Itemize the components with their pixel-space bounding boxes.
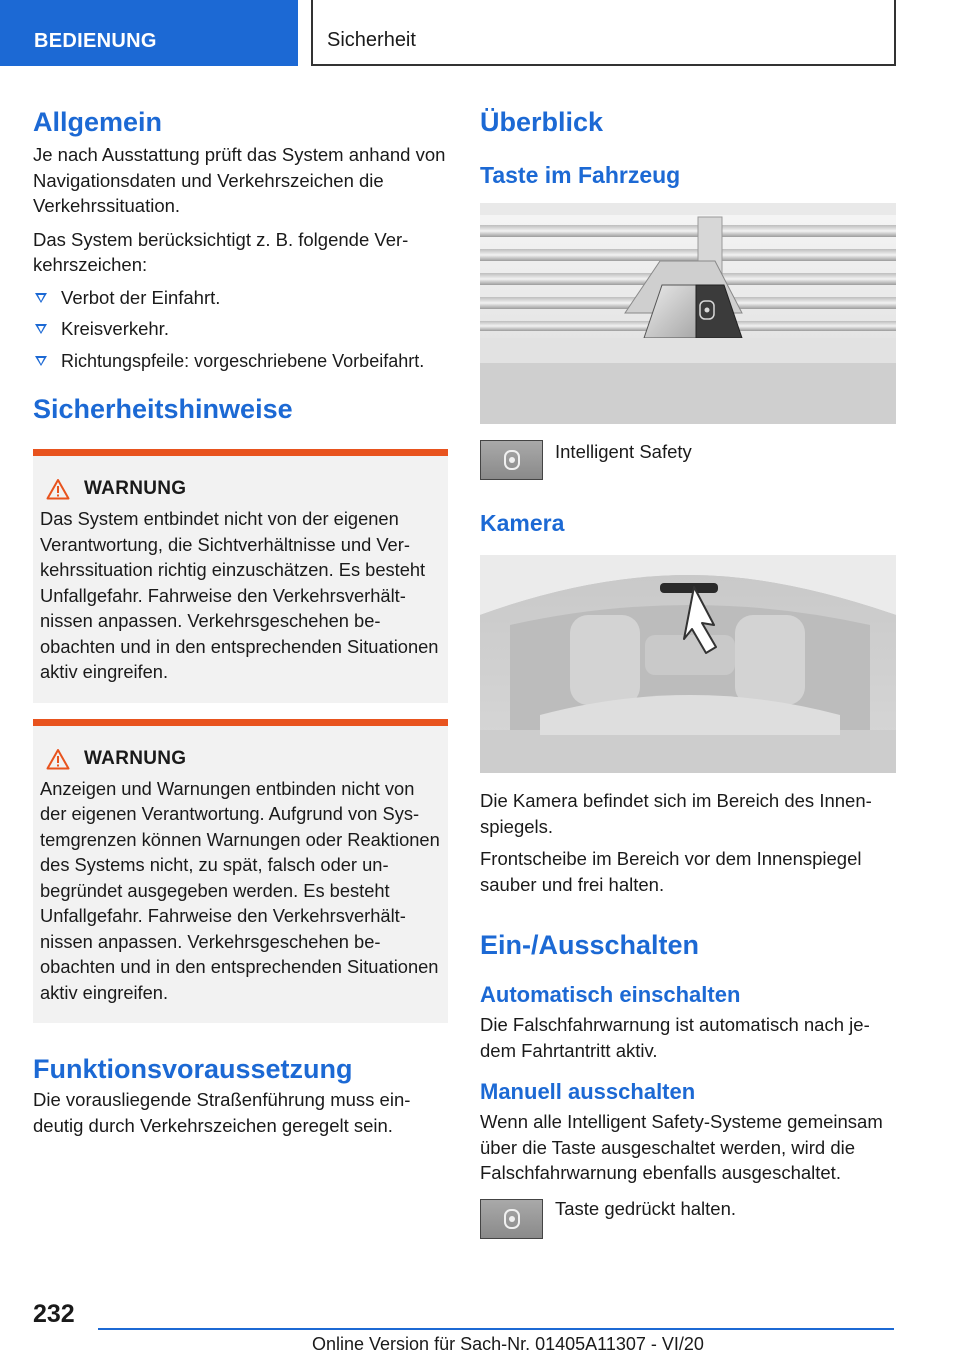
- allgemein-paragraph-1: Je nach Ausstattung prüft das System anhand von Navigationsdaten und Verkehrszeichen die Verkehrssituation.: [33, 144, 446, 216]
- list-item: Verbot der Einfahrt.: [33, 285, 448, 311]
- chapter-title: Sicherheit: [311, 0, 896, 66]
- heading-manuell-ausschalten: Manuell ausschalten: [480, 1079, 696, 1104]
- left-column: [33, 100, 448, 1138]
- heading-kamera: Kamera: [480, 510, 565, 536]
- funktion-paragraph: Die vorausliegende Straßenführung muss eindeutig durch Verkehrszeichen geregelt sein.: [33, 1089, 411, 1136]
- warning-box-2: [33, 719, 448, 1024]
- heading-ueberblick: Überblick: [480, 107, 604, 137]
- button-label: Intelligent Safety: [555, 441, 692, 462]
- camera-photo: [480, 555, 896, 773]
- heading-sicherheitshinweise: Sicherheitshinweise: [33, 394, 293, 424]
- footer-divider: [98, 1328, 894, 1330]
- warning-label: WARNUNG: [84, 747, 187, 769]
- kamera-paragraph-2: Frontscheibe im Bereich vor dem Innenspiegel sauber und frei halten.: [480, 848, 862, 895]
- auto-paragraph: Die Falschfahrwarnung ist automatisch nach jedem Fahrtantritt aktiv.: [480, 1014, 870, 1061]
- heading-ein-ausschalten: Ein-/Ausschalten: [480, 930, 700, 960]
- page-number: 232: [33, 1300, 75, 1328]
- button-legend-row: [480, 440, 896, 480]
- right-column: [480, 100, 896, 1239]
- intelligent-safety-icon: [502, 1208, 522, 1230]
- button-photo: [480, 203, 896, 424]
- bullet-triangle-icon: [35, 356, 47, 366]
- warning-text: Das System entbindet nicht von der eigenen Verantwortung, die Sichtverhältnisse und Verkehrssituation richtig einzuschätzen. Es besteht Unfallgefahr. Fahrweise den Verkehrsverhältnissen anpassen. Verkehrsgeschehen beobachten und in den entsprechenden Situationen aktiv eingreifen.: [40, 508, 439, 682]
- bullet-list: [33, 285, 448, 375]
- footer-online-version: Online Version für Sach-Nr. 01405A11307 - VI/20: [312, 1334, 704, 1354]
- intelligent-safety-button: [480, 440, 543, 480]
- list-item: Kreisverkehr.: [33, 316, 448, 342]
- heading-allgemein: Allgemein: [33, 107, 163, 137]
- heading-automatisch-einschalten: Automatisch einschalten: [480, 982, 741, 1007]
- warning-triangle-icon: [46, 748, 70, 770]
- hold-legend-row: [480, 1199, 896, 1239]
- heading-funktionsvoraussetzung: Funktionsvoraussetzung: [33, 1054, 353, 1084]
- list-item: Richtungspfeile: vorgeschriebene Vorbeifahrt.: [33, 348, 448, 375]
- warning-label: WARNUNG: [84, 478, 187, 499]
- intelligent-safety-icon: [502, 449, 522, 471]
- warning-text: Anzeigen und Warnungen entbinden nicht von der eigenen Verantwortung. Aufgrund von Systemgrenzen können Warnungen oder Reaktionen des Systems nicht, zu spät, falsch oder unbegründet ausgegeben werden. Es besteht Unfallgefahr. Fahrweise den Verkehrsverhältnissen anpassen. Verkehrsgeschehen beobachten und in den entsprechenden Situationen aktiv eingreifen.: [40, 777, 440, 1003]
- bullet-triangle-icon: [35, 324, 47, 334]
- kamera-paragraph-1: Die Kamera befindet sich im Bereich des Innenspiegels.: [480, 790, 872, 837]
- warning-triangle-icon: [46, 478, 70, 500]
- bullet-triangle-icon: [35, 293, 47, 303]
- heading-taste-im-fahrzeug: Taste im Fahrzeug: [480, 162, 681, 188]
- manuell-paragraph: Wenn alle Intelligent Safety-Systeme gemeinsam über die Taste ausgeschaltet werden, wird die Falschfahrwarnung ebenfalls ausgeschaltet.: [480, 1111, 883, 1183]
- section-tab: BEDIENUNG: [0, 0, 298, 66]
- warning-box-1: [33, 449, 448, 703]
- hold-label: Taste gedrückt halten.: [555, 1197, 736, 1219]
- intelligent-safety-button: [480, 1199, 543, 1239]
- allgemein-paragraph-2: Das System berücksichtigt z. B. folgende Verkehrszeichen:: [33, 228, 409, 275]
